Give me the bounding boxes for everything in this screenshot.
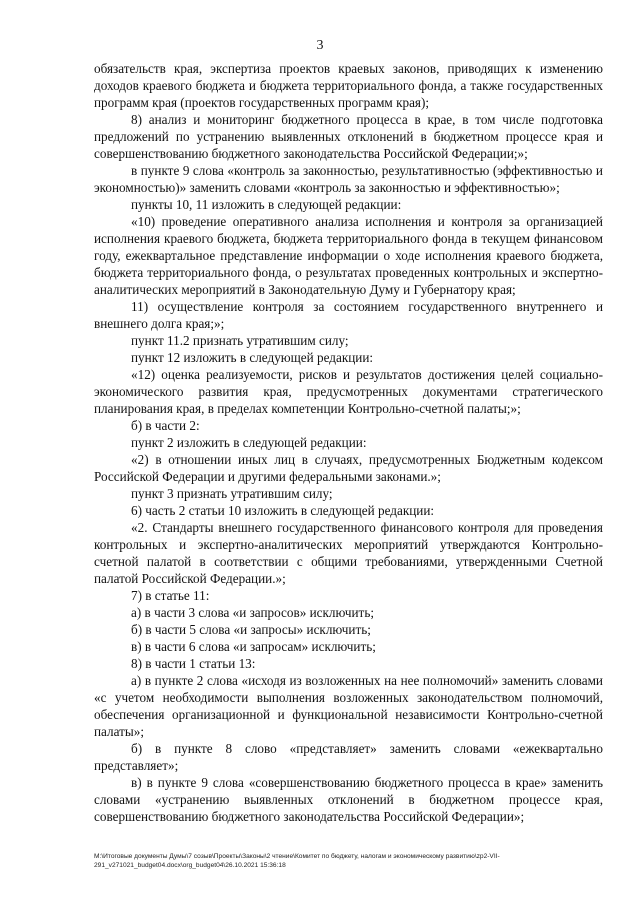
paragraph: 6) часть 2 статьи 10 изложить в следующей редакции:	[131, 503, 435, 518]
paragraph: пункт 12 изложить в следующей редакции:	[131, 350, 374, 365]
paragraph: обязательств края, экспертиза проектов краевых законов, приводящих к изменению доходов краевого бюджета и бюджета территориального фонда, а также государственных программ края (проектов государственных программ края);	[94, 61, 603, 110]
paragraph: в) в части 6 слова «и запросам» исключить;	[131, 639, 376, 654]
paragraph: а) в пункте 2 слова «исходя из возложенных на нее полномочий» заменить словами «с учетом необходимости выполнения возложенных законодательством полномочий, обеспечения организационной и функциональной независимости Контрольно-счетной палаты»;	[94, 673, 603, 739]
paragraph: 8) в части 1 статьи 13:	[131, 656, 256, 671]
paragraph: пункт 3 признать утратившим силу;	[131, 486, 333, 501]
paragraph: б) в части 2:	[131, 418, 200, 433]
paragraph: а) в части 3 слова «и запросов» исключить;	[131, 605, 374, 620]
footer-line: 291_v271021_budget04.docx\org_budget04\26.10.2021 15:36:18	[94, 862, 286, 869]
paragraph: «12) оценка реализуемости, рисков и результатов достижения целей социально-экономического развития края, предусмотренных документами стратегического планирования края, в пределах компетенции Контрольно-счетной палаты;»;	[94, 367, 603, 416]
paragraph: «2. Стандарты внешнего государственного финансового контроля для проведения контрольных и экспертно-аналитических мероприятий утверждаются Контрольно-счетной палатой в соответствии с общими требованиями, утвержденными Счетной палатой Российской Федерации.»;	[94, 520, 603, 586]
paragraph: б) в части 5 слова «и запросы» исключить;	[131, 622, 371, 637]
paragraph: «10) проведение оперативного анализа исполнения и контроля за организацией исполнения краевого бюджета, бюджета территориального фонда в текущем финансовом году, ежеквартальное представление информации о ходе исполнения краевого бюджета, бюджета территориального фонда, о результатах проведенных контрольных и экспертно-аналитических мероприятий в Законодательную Думу и Губернатору края;	[94, 214, 603, 297]
paragraph: б) в пункте 8 слово «представляет» заменить словами «ежеквартально представляет»;	[94, 741, 603, 773]
footer-line: M:\Итоговые документы Думы\7 созыв\Проекты\Законы\2 чтение\Комитет по бюджету, налогам и экономическому развитию\zp2-VII-	[94, 853, 500, 860]
paragraph: пункт 11.2 признать утратившим силу;	[131, 333, 349, 348]
paragraph: 8) анализ и мониторинг бюджетного процесса в крае, в том числе подготовка предложений по устранению выявленных отклонений в бюджетном процессе края и совершенствованию бюджетного законодательства Российской Федерации;»;	[94, 112, 603, 161]
paragraph: в пункте 9 слова «контроль за законностью, результативностью (эффективностью и экономностью)» заменить словами «контроль за законностью и эффективностью»;	[94, 163, 603, 195]
document-body	[94, 60, 603, 825]
paragraph: 7) в статье 11:	[131, 588, 210, 603]
paragraph: в) в пункте 9 слова «совершенствованию бюджетного процесса в крае» заменить словами «устранению выявленных отклонений в бюджетном процессе края, совершенствованию бюджетного законодательства Российской Федерации»;	[94, 775, 603, 824]
paragraph: пункты 10, 11 изложить в следующей редакции:	[131, 197, 402, 212]
paragraph: «2) в отношении иных лиц в случаях, предусмотренных Бюджетным кодексом Российской Федерации и другими федеральными законами.»;	[94, 452, 603, 484]
paragraph: 11) осуществление контроля за состоянием государственного внутреннего и внешнего долга края;»;	[94, 299, 603, 331]
paragraph: пункт 2 изложить в следующей редакции:	[131, 435, 367, 450]
page-number: 3	[316, 38, 324, 53]
file-path-footer	[94, 852, 614, 870]
